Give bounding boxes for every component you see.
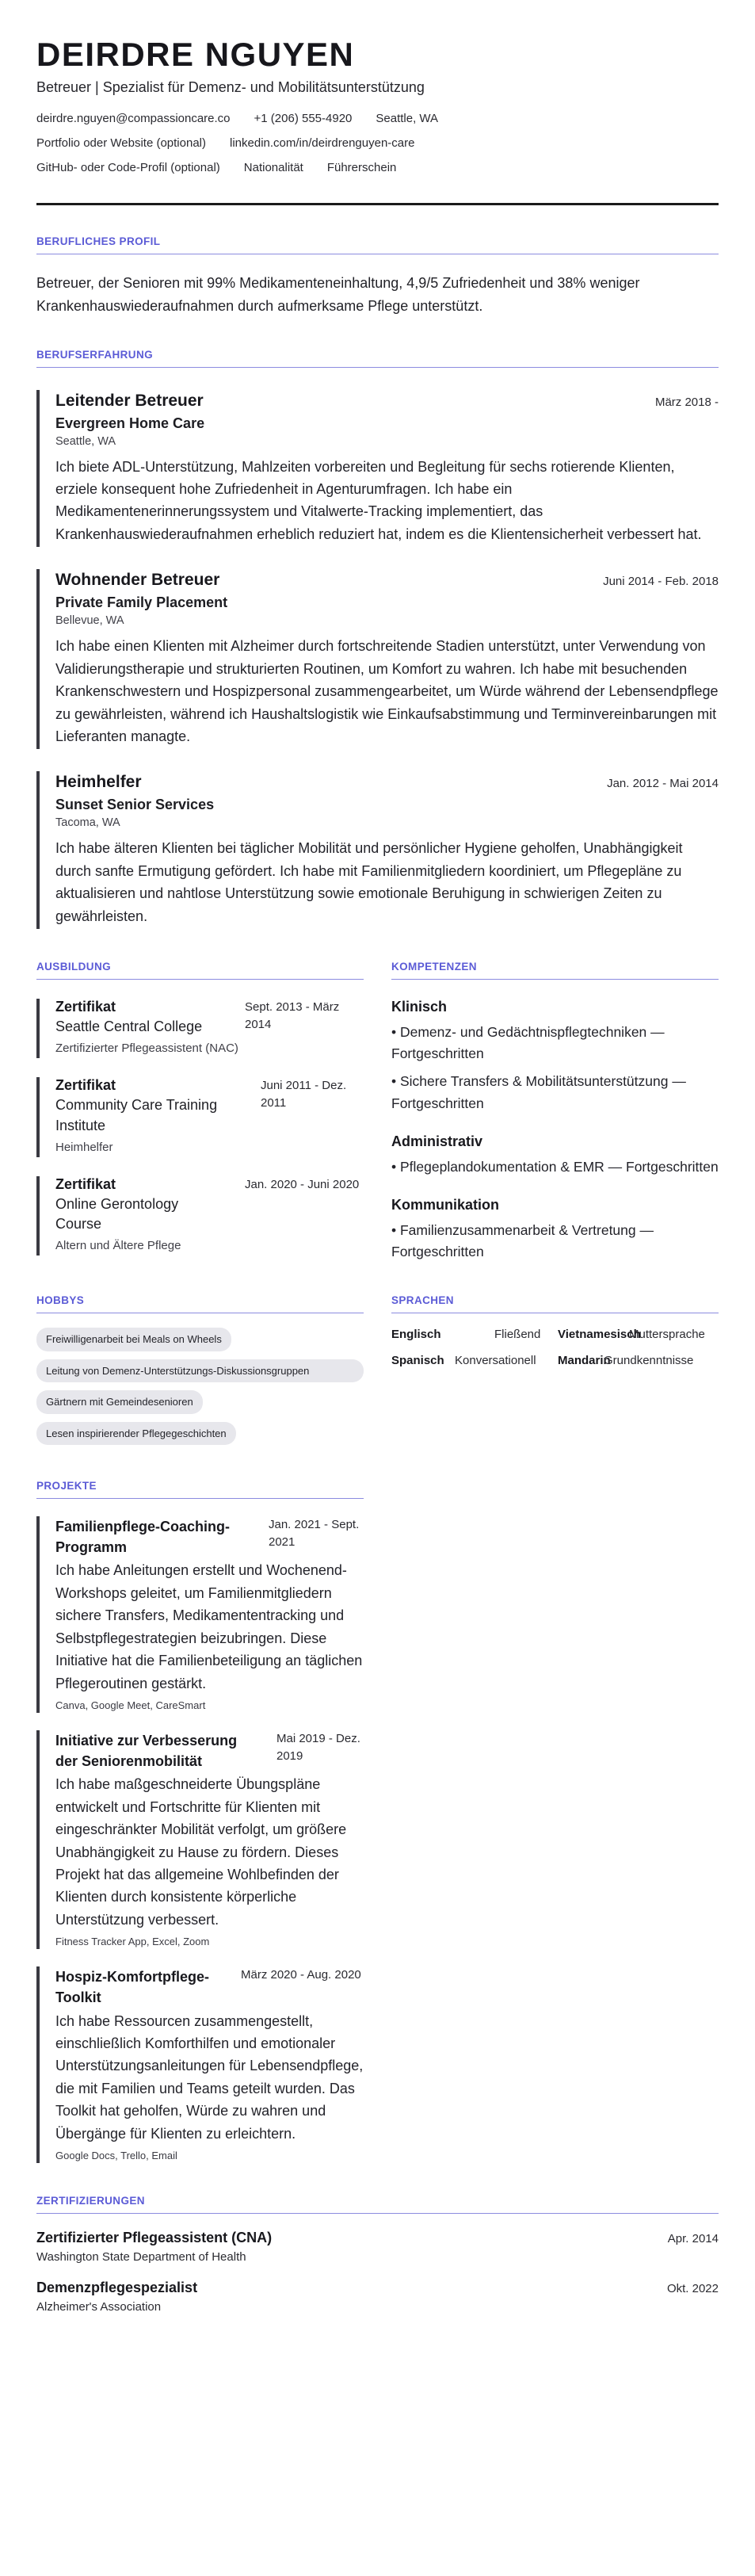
company-name: Sunset Senior Services [55, 797, 215, 813]
certification-issuer: Alzheimer's Association [36, 2300, 162, 2314]
certification-entry [36, 2280, 719, 2314]
project-description: Ich habe maßgeschneiderte Übungspläne entwickelt und Fortschritte für Klienten mit eingeschränkter Mobilität verfolgt, um größere Unabhängigkeit zu Hause zu fördern. Dieses Projekt hat das allgemeine Wohlbefinden der Klienten durch konsistente körperliche Unterstützung verbessert. [55, 1776, 347, 1928]
job-title: Leitender Betreuer [55, 391, 204, 410]
nationality-text: Nationalität [243, 161, 303, 175]
education-section [36, 961, 364, 1263]
job-dates: Jan. 2012 - Mai 2014 [607, 777, 719, 791]
experience-entry [36, 390, 719, 548]
project-title: Familienpflege-Coaching-Programm [55, 1519, 231, 1556]
section-title-hobbies: HOBBYS [36, 1294, 364, 1313]
skill-item: • Sichere Transfers & Mobilitätsunterstützung — Fortgeschritten [391, 1073, 686, 1111]
language-name: Englisch [391, 1328, 441, 1342]
language-name: Mandarin [558, 1354, 611, 1368]
resume-header [36, 36, 719, 205]
job-title: Heimhelfer [55, 773, 142, 792]
hobby-tag: Gärtnern mit Gemeindesenioren [36, 1390, 203, 1414]
hobbies-section [36, 1294, 364, 1445]
email-link[interactable]: deirdre.nguyen@compassioncare.co [36, 112, 231, 126]
section-title-education: AUSBILDUNG [36, 961, 364, 980]
profile-section [36, 235, 719, 318]
location-text: Seattle, WA [376, 112, 439, 126]
school-name: Online Gerontology Course [55, 1195, 179, 1232]
certification-date: Okt. 2022 [666, 2282, 719, 2296]
hobby-list [36, 1328, 364, 1445]
project-dates: Jan. 2021 - Sept. 2021 [269, 1518, 360, 1549]
project-description: Ich habe Ressourcen zusammengestellt, einschließlich Komforthilfen und emotionaler Unterstützungsanleitungen für Lebensendpflege, die mit Familien und Teams geteilt wurden. Das Toolkit hat geholfen, Würde zu wahren und Übergänge für Klienten zu erleichtern. [55, 2012, 364, 2142]
education-entry [36, 999, 364, 1058]
hobby-tag: Lesen inspirierender Pflegegeschichten [36, 1422, 236, 1446]
field-of-study: Heimhelfer [55, 1140, 113, 1154]
experience-section [36, 349, 719, 930]
project-dates: Mai 2019 - Dez. 2019 [276, 1732, 360, 1763]
school-name: Seattle Central College [55, 1019, 203, 1035]
degree-name: Zertifikat [55, 999, 116, 1015]
education-dates: Juni 2011 - Dez. 2011 [261, 1079, 347, 1110]
header-divider [36, 203, 719, 205]
project-tools: Google Docs, Trello, Email [55, 2150, 177, 2162]
project-dates: März 2020 - Aug. 2020 [241, 1968, 361, 1982]
certification-entry [36, 2230, 719, 2264]
candidate-name: DEIRDRE NGUYEN [36, 36, 355, 73]
experience-entry [36, 771, 719, 929]
skill-category: Administrativ [391, 1133, 483, 1149]
job-dates: Juni 2014 - Feb. 2018 [603, 575, 719, 589]
education-entry [36, 1176, 364, 1256]
project-title: Hospiz-Komfortpflege-Toolkit [55, 1969, 209, 2006]
project-entry [36, 1966, 364, 2163]
education-dates: Sept. 2013 - März 2014 [245, 1000, 340, 1031]
job-dates: März 2018 - [654, 395, 719, 409]
phone-text: +1 (206) 555-4920 [254, 112, 353, 126]
section-title-profile: BERUFLICHES PROFIL [36, 235, 719, 254]
candidate-headline: Betreuer | Spezialist für Demenz- und Mobilitätsunterstützung [36, 79, 425, 96]
job-title: Wohnender Betreuer [55, 571, 220, 590]
education-entry [36, 1077, 364, 1156]
certification-issuer: Washington State Department of Health [36, 2250, 246, 2265]
certifications-section [36, 2195, 719, 2314]
skill-item: • Pflegeplandokumentation & EMR — Fortgeschritten [391, 1158, 719, 1175]
job-description: Ich biete ADL-Unterstützung, Mahlzeiten vorbereiten und Begleitung für sechs rotierende Klienten, erziele konsequent hohe Zufriedenheit in Agenturumfragen. Ich habe ein Medikamentenerinnerungssystem und Vitalwerte-Tracking implementiert, das Krankenhauswiederaufnahmen erheblich reduziert hat, indem es die Klientensicherheit verbessert hat. [55, 458, 702, 542]
job-description: Ich habe älteren Klienten bei täglicher Mobilität und persönlicher Hygiene geholfen, Unabhängigkeit durch sanfte Ermutigung gefördert. Ich habe mit Familienmitgliedern koordiniert, um Pflegepläne zu aktualisieren und nahtlose Unterstützung sowie emotionale Beruhigung in schwierigen Zeiten zu gewährleisten. [55, 840, 683, 924]
section-title-certifications: ZERTIFIZIERUNGEN [36, 2195, 719, 2214]
skill-category: Kommunikation [391, 1196, 500, 1213]
section-title-projects: PROJEKTE [36, 1480, 364, 1499]
contact-row-1 [36, 112, 719, 125]
github-link[interactable]: GitHub- oder Code-Profil (optional) [36, 161, 220, 175]
field-of-study: Altern und Ältere Pflege [55, 1239, 181, 1253]
company-name: Evergreen Home Care [55, 415, 205, 431]
certification-date: Apr. 2014 [667, 2232, 719, 2246]
hobby-tag: Freiwilligenarbeit bei Meals on Wheels [36, 1328, 231, 1351]
job-location: Seattle, WA [55, 434, 116, 448]
project-title: Initiative zur Verbesserung der Seniorenmobilität [55, 1733, 238, 1770]
project-description: Ich habe Anleitungen erstellt und Wochenend-Workshops geleitet, um Familienmitgliedern sichere Transfers, Medikamententracking und Selbstpflegestrategien beizubringen. Diese Initiative hat die Familienbeteiligung an täglichen Pflegeroutinen gestärkt. [55, 1562, 363, 1691]
education-skills-row [36, 961, 719, 1263]
language-level: Muttersprache [629, 1328, 705, 1342]
education-dates: Jan. 2020 - Juni 2020 [245, 1177, 360, 1191]
contact-row-2 [36, 136, 719, 150]
license-text: Führerschein [326, 161, 397, 175]
language-level: Fließend [494, 1328, 541, 1342]
school-name: Community Care Training Institute [55, 1097, 218, 1133]
skill-item: • Familienzusammenarbeit & Vertretung — Fortgeschritten [391, 1221, 654, 1259]
linkedin-link[interactable]: linkedin.com/in/deirdrenguyen-care [230, 136, 415, 151]
degree-name: Zertifikat [55, 1077, 116, 1094]
job-location: Bellevue, WA [55, 614, 124, 628]
certification-name: Zertifizierter Pflegeassistent (CNA) [36, 2230, 273, 2246]
experience-entry [36, 569, 719, 749]
job-description: Ich habe einen Klienten mit Alzheimer durch fortschreitende Stadien unterstützt, unter Verwendung von Validierungstherapie und strukturierten Routinen, um Komfort zu wahren. Ich habe mit besuchenden Krankenschwestern und Hospizpersonal zusammengearbeitet, um Würde während der Lebensendpflege zu gewährleisten, während ich Haushaltslogistik wie Einkaufsabstimmung und Terminvereinbarungen mit Lieferanten managte. [55, 638, 719, 744]
project-tools: Fitness Tracker App, Excel, Zoom [55, 1936, 210, 1948]
section-title-languages: SPRACHEN [391, 1294, 719, 1313]
project-entry [36, 1730, 364, 1949]
language-name: Spanisch [391, 1354, 444, 1368]
degree-name: Zertifikat [55, 1175, 116, 1192]
profile-summary: Betreuer, der Senioren mit 99% Medikamenteneinhaltung, 4,9/5 Zufriedenheit und 38% weniger Krankenhauswiederaufnahmen durch aufmerksame Pflege unterstützt. [36, 275, 640, 315]
portfolio-link[interactable]: Portfolio oder Website (optional) [36, 136, 206, 151]
section-title-experience: BERUFSERFAHRUNG [36, 349, 719, 368]
projects-section [36, 1480, 364, 2163]
company-name: Private Family Placement [55, 594, 228, 611]
skill-category: Klinisch [391, 999, 448, 1015]
contact-row-3 [36, 161, 719, 174]
field-of-study: Zertifizierter Pflegeassistent (NAC) [55, 1041, 238, 1056]
language-level: Konversationell [455, 1354, 536, 1368]
project-entry [36, 1516, 364, 1713]
project-tools: Canva, Google Meet, CareSmart [55, 1699, 206, 1712]
skill-item: • Demenz- und Gedächtnispflegtechniken — Fortgeschritten [391, 1024, 665, 1062]
language-grid [391, 1328, 719, 1367]
language-name: Vietnamesisch [558, 1328, 641, 1342]
hobby-tag: Leitung von Demenz-Unterstützungs-Diskussionsgruppen [36, 1359, 364, 1383]
job-location: Tacoma, WA [55, 816, 120, 830]
languages-section [391, 1294, 719, 1445]
hobbies-languages-row [36, 1294, 719, 1445]
skills-section [391, 961, 719, 1263]
language-level: Grundkenntnisse [604, 1354, 694, 1368]
certification-name: Demenzpflegespezialist [36, 2280, 198, 2296]
section-title-skills: KOMPETENZEN [391, 961, 719, 980]
